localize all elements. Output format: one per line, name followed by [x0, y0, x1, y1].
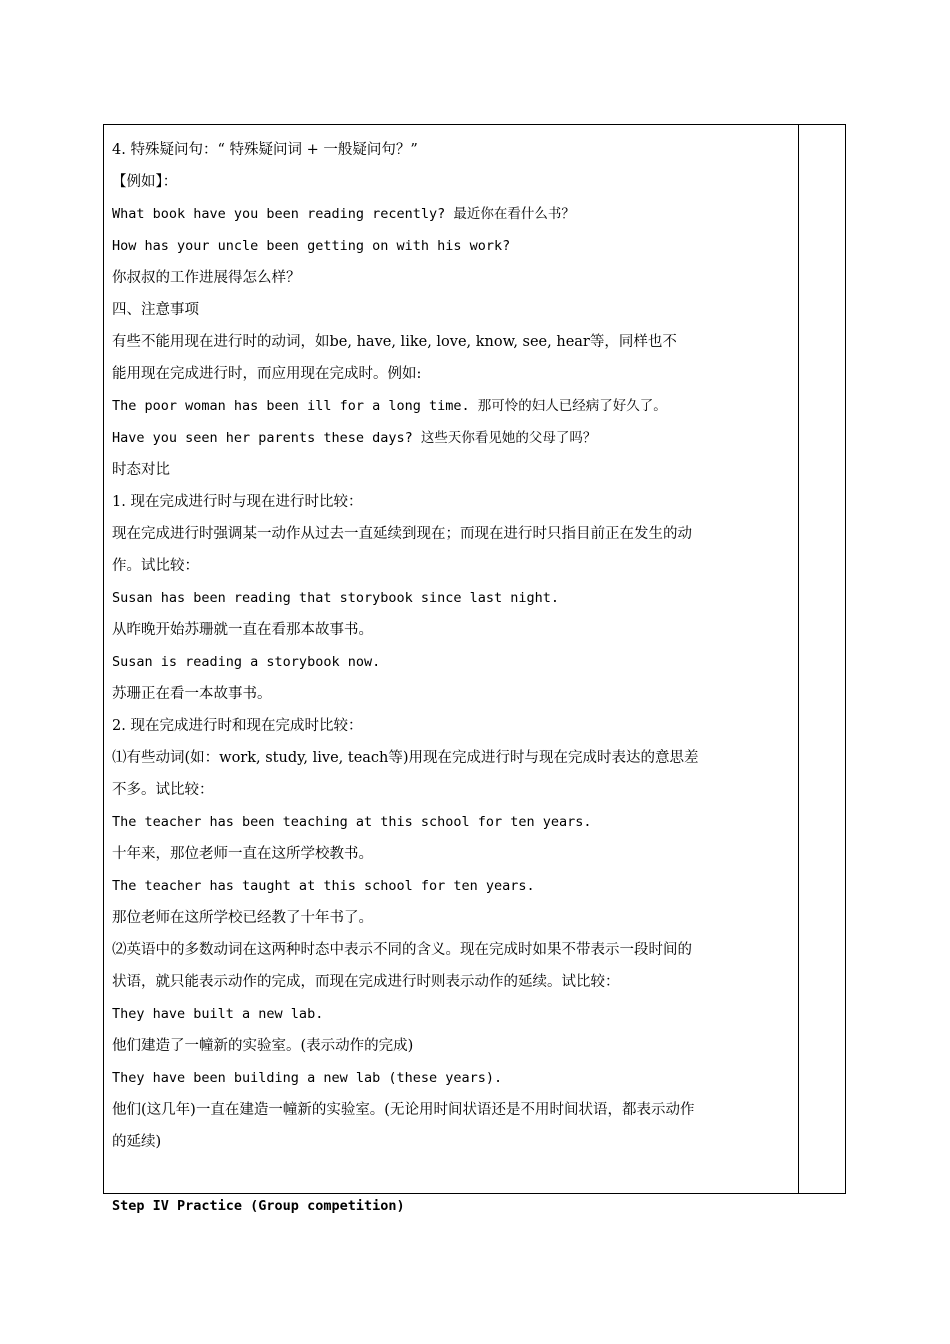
text-line: They have been building a new lab (these years).: [112, 1070, 503, 1086]
text-line: 的延续): [112, 1134, 162, 1150]
text-line: 他们建造了一幢新的实验室。(表示动作的完成): [112, 1038, 414, 1054]
column-divider: [798, 124, 799, 1194]
text-line: 四、注意事项: [112, 302, 199, 318]
text-line: 状语，就只能表示动作的完成，而现在完成进行时则表示动作的延续。试比较：: [112, 974, 620, 990]
text-line: 4. 特殊疑问句：“ 特殊疑问词 + 一般疑问句？”: [112, 142, 418, 158]
text-line: 现在完成进行时强调某一动作从过去一直延续到现在；而现在进行时只指目前正在发生的动: [112, 526, 692, 542]
text-line: 十年来，那位老师一直在这所学校教书。: [112, 846, 373, 862]
text-line: They have built a new lab.: [112, 1006, 324, 1022]
text-line: The poor woman has been ill for a long time. 那可怜的妇人已经病了好久了。: [112, 398, 667, 414]
text-line: 1. 现在完成进行时与现在进行时比较：: [112, 494, 363, 510]
text-line: The teacher has been teaching at this school for ten years.: [112, 814, 592, 830]
text-line: Susan is reading a storybook now.: [112, 654, 381, 670]
text-line: The teacher has taught at this school for ten years.: [112, 878, 535, 894]
text-line: 从昨晚开始苏珊就一直在看那本故事书。: [112, 622, 373, 638]
text-line: 有些不能用现在进行时的动词，如be, have, like, love, know, see, hear等，同样也不: [112, 334, 677, 350]
text-line: ⑵英语中的多数动词在这两种时态中表示不同的含义。现在完成时如果不带表示一段时间的: [112, 942, 692, 958]
text-line: 他们(这几年)一直在建造一幢新的实验室。(无论用时间状语还是不用时间状语，都表示动作: [112, 1102, 695, 1118]
text-line: What book have you been reading recently? 最近你在看什么书？: [112, 206, 575, 222]
text-line: 【例如】：: [112, 174, 178, 190]
text-line: 时态对比: [112, 462, 170, 478]
text-line: 能用现在完成进行时，而应用现在完成时。例如:: [112, 366, 422, 382]
content-cell: [112, 134, 794, 1222]
text-line: How has your uncle been getting on with his work?: [112, 238, 511, 254]
text-line: Susan has been reading that storybook since last night.: [112, 590, 560, 606]
text-line: 作。试比较：: [112, 558, 199, 574]
text-line: 2. 现在完成进行时和现在完成时比较：: [112, 718, 363, 734]
text-line: 那位老师在这所学校已经教了十年书了。: [112, 910, 373, 926]
text-line: 你叔叔的工作进展得怎么样？: [112, 270, 301, 286]
text-line: ⑴有些动词(如：work, study, live, teach等)用现在完成进行时与现在完成时表达的意思差: [112, 750, 699, 766]
text-line: Have you seen her parents these days? 这些天你看见她的父母了吗？: [112, 430, 597, 446]
text-line: 苏珊正在看一本故事书。: [112, 686, 272, 702]
step-heading: Step IV Practice (Group competition): [112, 1198, 405, 1214]
blank-line: [112, 1158, 794, 1190]
text-line: 不多。试比较：: [112, 782, 214, 798]
